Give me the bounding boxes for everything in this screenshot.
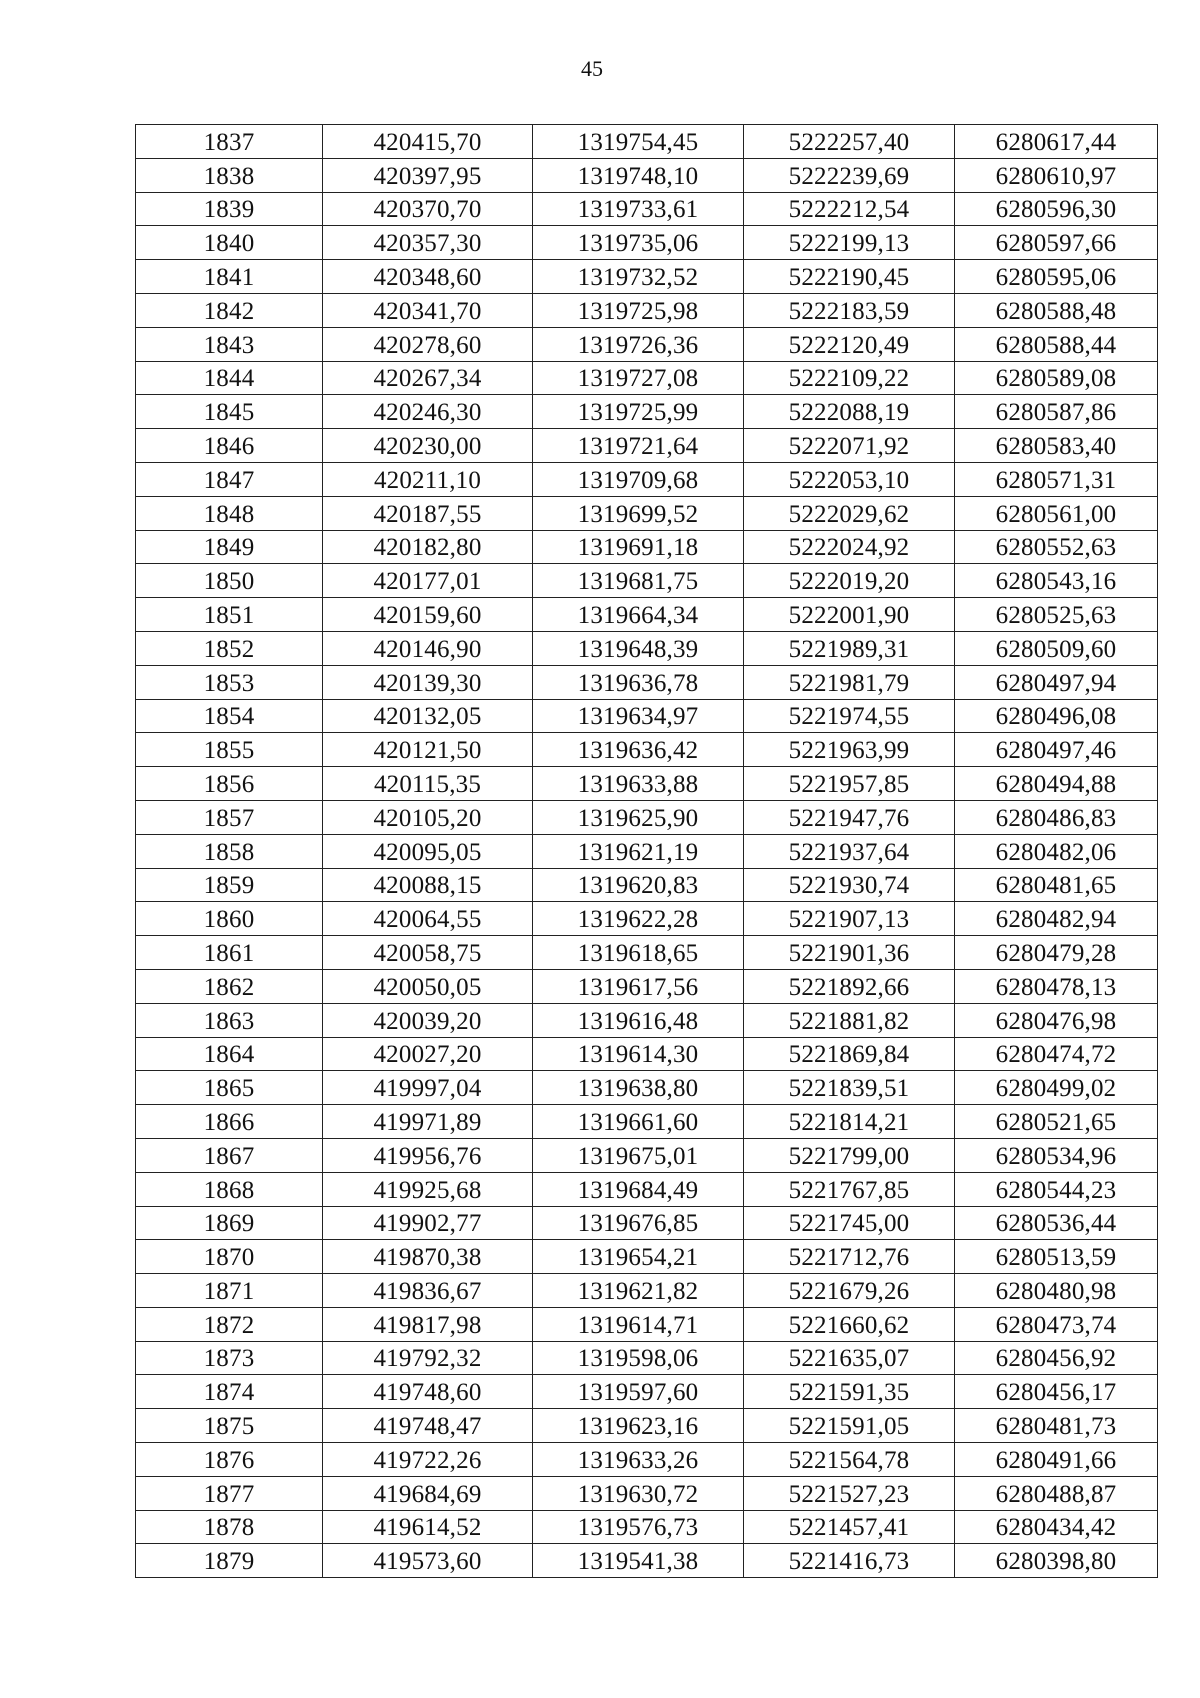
coordinates-table (135, 124, 1158, 1578)
y2-cell: 6280610,97 (955, 158, 1158, 192)
point-number-cell: 1873 (136, 1341, 323, 1375)
x1-cell: 420105,20 (323, 800, 533, 834)
x2-cell: 5221591,05 (744, 1409, 955, 1443)
x2-cell: 5221745,00 (744, 1206, 955, 1240)
x1-cell: 420050,05 (323, 969, 533, 1003)
point-number-cell: 1852 (136, 631, 323, 665)
x2-cell: 5221457,41 (744, 1510, 955, 1544)
x1-cell: 419748,47 (323, 1409, 533, 1443)
y2-cell: 6280552,63 (955, 530, 1158, 564)
page-number: 45 (581, 56, 603, 81)
x2-cell: 5221957,85 (744, 767, 955, 801)
y1-cell: 1319691,18 (533, 530, 744, 564)
table-row (136, 868, 1158, 902)
x1-cell: 420146,90 (323, 631, 533, 665)
table-row (136, 767, 1158, 801)
y2-cell: 6280479,28 (955, 936, 1158, 970)
point-number-cell: 1839 (136, 192, 323, 226)
y2-cell: 6280398,80 (955, 1544, 1158, 1578)
y2-cell: 6280474,72 (955, 1037, 1158, 1071)
table-row (136, 1510, 1158, 1544)
table-row (136, 1240, 1158, 1274)
point-number-cell: 1866 (136, 1105, 323, 1139)
y2-cell: 6280571,31 (955, 462, 1158, 496)
table-row (136, 834, 1158, 868)
x2-cell: 5222019,20 (744, 564, 955, 598)
x2-cell: 5221881,82 (744, 1003, 955, 1037)
y1-cell: 1319648,39 (533, 631, 744, 665)
x2-cell: 5221907,13 (744, 902, 955, 936)
point-number-cell: 1842 (136, 293, 323, 327)
x2-cell: 5221814,21 (744, 1105, 955, 1139)
table-row (136, 395, 1158, 429)
x2-cell: 5221416,73 (744, 1544, 955, 1578)
y2-cell: 6280509,60 (955, 631, 1158, 665)
point-number-cell: 1861 (136, 936, 323, 970)
table-row (136, 429, 1158, 463)
x2-cell: 5222053,10 (744, 462, 955, 496)
x2-cell: 5222109,22 (744, 361, 955, 395)
table-row (136, 699, 1158, 733)
table-row (136, 598, 1158, 632)
x2-cell: 5222071,92 (744, 429, 955, 463)
x1-cell: 420095,05 (323, 834, 533, 868)
y1-cell: 1319735,06 (533, 226, 744, 260)
x2-cell: 5221963,99 (744, 733, 955, 767)
x2-cell: 5222120,49 (744, 327, 955, 361)
y2-cell: 6280478,13 (955, 969, 1158, 1003)
x2-cell: 5221974,55 (744, 699, 955, 733)
point-number-cell: 1870 (136, 1240, 323, 1274)
y2-cell: 6280476,98 (955, 1003, 1158, 1037)
y1-cell: 1319638,80 (533, 1071, 744, 1105)
y1-cell: 1319709,68 (533, 462, 744, 496)
y1-cell: 1319576,73 (533, 1510, 744, 1544)
point-number-cell: 1871 (136, 1274, 323, 1308)
x1-cell: 420182,80 (323, 530, 533, 564)
x1-cell: 419573,60 (323, 1544, 533, 1578)
y1-cell: 1319633,88 (533, 767, 744, 801)
x1-cell: 419684,69 (323, 1476, 533, 1510)
table-row (136, 902, 1158, 936)
y1-cell: 1319748,10 (533, 158, 744, 192)
x1-cell: 420177,01 (323, 564, 533, 598)
point-number-cell: 1845 (136, 395, 323, 429)
x1-cell: 420064,55 (323, 902, 533, 936)
x2-cell: 5221892,66 (744, 969, 955, 1003)
y2-cell: 6280525,63 (955, 598, 1158, 632)
x1-cell: 420039,20 (323, 1003, 533, 1037)
point-number-cell: 1847 (136, 462, 323, 496)
y2-cell: 6280497,46 (955, 733, 1158, 767)
y1-cell: 1319676,85 (533, 1206, 744, 1240)
y2-cell: 6280543,16 (955, 564, 1158, 598)
table-row (136, 1003, 1158, 1037)
y2-cell: 6280497,94 (955, 665, 1158, 699)
x2-cell: 5221527,23 (744, 1476, 955, 1510)
table-row (136, 1544, 1158, 1578)
x1-cell: 419614,52 (323, 1510, 533, 1544)
x1-cell: 419956,76 (323, 1138, 533, 1172)
x2-cell: 5221564,78 (744, 1443, 955, 1477)
table-row (136, 158, 1158, 192)
table-row (136, 1375, 1158, 1409)
y1-cell: 1319661,60 (533, 1105, 744, 1139)
table-row (136, 226, 1158, 260)
y1-cell: 1319675,01 (533, 1138, 744, 1172)
x2-cell: 5222239,69 (744, 158, 955, 192)
x1-cell: 419836,67 (323, 1274, 533, 1308)
y1-cell: 1319621,82 (533, 1274, 744, 1308)
table-row (136, 530, 1158, 564)
point-number-cell: 1877 (136, 1476, 323, 1510)
x1-cell: 419902,77 (323, 1206, 533, 1240)
y2-cell: 6280597,66 (955, 226, 1158, 260)
y1-cell: 1319754,45 (533, 125, 744, 159)
point-number-cell: 1863 (136, 1003, 323, 1037)
y1-cell: 1319623,16 (533, 1409, 744, 1443)
x1-cell: 420187,55 (323, 496, 533, 530)
y1-cell: 1319721,64 (533, 429, 744, 463)
y2-cell: 6280473,74 (955, 1307, 1158, 1341)
point-number-cell: 1867 (136, 1138, 323, 1172)
y2-cell: 6280596,30 (955, 192, 1158, 226)
point-number-cell: 1878 (136, 1510, 323, 1544)
table-row (136, 564, 1158, 598)
table-row (136, 1341, 1158, 1375)
point-number-cell: 1865 (136, 1071, 323, 1105)
point-number-cell: 1862 (136, 969, 323, 1003)
y2-cell: 6280481,65 (955, 868, 1158, 902)
x1-cell: 419722,26 (323, 1443, 533, 1477)
point-number-cell: 1849 (136, 530, 323, 564)
y2-cell: 6280587,86 (955, 395, 1158, 429)
point-number-cell: 1838 (136, 158, 323, 192)
x1-cell: 420159,60 (323, 598, 533, 632)
x1-cell: 419925,68 (323, 1172, 533, 1206)
y1-cell: 1319621,19 (533, 834, 744, 868)
x1-cell: 420132,05 (323, 699, 533, 733)
y2-cell: 6280434,42 (955, 1510, 1158, 1544)
y2-cell: 6280536,44 (955, 1206, 1158, 1240)
table-row (136, 1172, 1158, 1206)
x2-cell: 5222024,92 (744, 530, 955, 564)
y2-cell: 6280496,08 (955, 699, 1158, 733)
y1-cell: 1319664,34 (533, 598, 744, 632)
table-row (136, 293, 1158, 327)
table-row (136, 1206, 1158, 1240)
y1-cell: 1319630,72 (533, 1476, 744, 1510)
x1-cell: 419971,89 (323, 1105, 533, 1139)
x1-cell: 420348,60 (323, 260, 533, 294)
x2-cell: 5222212,54 (744, 192, 955, 226)
table-row (136, 1105, 1158, 1139)
point-number-cell: 1844 (136, 361, 323, 395)
x2-cell: 5221635,07 (744, 1341, 955, 1375)
y1-cell: 1319541,38 (533, 1544, 744, 1578)
y2-cell: 6280482,06 (955, 834, 1158, 868)
y1-cell: 1319726,36 (533, 327, 744, 361)
point-number-cell: 1855 (136, 733, 323, 767)
y1-cell: 1319654,21 (533, 1240, 744, 1274)
x1-cell: 420267,34 (323, 361, 533, 395)
y1-cell: 1319684,49 (533, 1172, 744, 1206)
x1-cell: 419792,32 (323, 1341, 533, 1375)
x2-cell: 5221679,26 (744, 1274, 955, 1308)
x2-cell: 5221869,84 (744, 1037, 955, 1071)
point-number-cell: 1853 (136, 665, 323, 699)
x2-cell: 5222257,40 (744, 125, 955, 159)
x1-cell: 420139,30 (323, 665, 533, 699)
coordinates-table-body (136, 125, 1158, 1578)
y1-cell: 1319733,61 (533, 192, 744, 226)
y1-cell: 1319598,06 (533, 1341, 744, 1375)
y2-cell: 6280480,98 (955, 1274, 1158, 1308)
y2-cell: 6280513,59 (955, 1240, 1158, 1274)
y1-cell: 1319636,42 (533, 733, 744, 767)
point-number-cell: 1859 (136, 868, 323, 902)
point-number-cell: 1857 (136, 800, 323, 834)
table-row (136, 496, 1158, 530)
x2-cell: 5221901,36 (744, 936, 955, 970)
table-row (136, 631, 1158, 665)
point-number-cell: 1851 (136, 598, 323, 632)
point-number-cell: 1876 (136, 1443, 323, 1477)
x2-cell: 5221989,31 (744, 631, 955, 665)
y1-cell: 1319732,52 (533, 260, 744, 294)
y2-cell: 6280488,87 (955, 1476, 1158, 1510)
table-row (136, 361, 1158, 395)
y2-cell: 6280481,73 (955, 1409, 1158, 1443)
y1-cell: 1319618,65 (533, 936, 744, 970)
y2-cell: 6280544,23 (955, 1172, 1158, 1206)
x2-cell: 5221591,35 (744, 1375, 955, 1409)
point-number-cell: 1840 (136, 226, 323, 260)
x1-cell: 420415,70 (323, 125, 533, 159)
y2-cell: 6280588,44 (955, 327, 1158, 361)
table-row (136, 665, 1158, 699)
x1-cell: 419748,60 (323, 1375, 533, 1409)
point-number-cell: 1858 (136, 834, 323, 868)
point-number-cell: 1875 (136, 1409, 323, 1443)
table-row (136, 125, 1158, 159)
table-row (136, 1307, 1158, 1341)
point-number-cell: 1846 (136, 429, 323, 463)
table-row (136, 462, 1158, 496)
y2-cell: 6280595,06 (955, 260, 1158, 294)
y2-cell: 6280499,02 (955, 1071, 1158, 1105)
x2-cell: 5222183,59 (744, 293, 955, 327)
y2-cell: 6280486,83 (955, 800, 1158, 834)
point-number-cell: 1837 (136, 125, 323, 159)
y2-cell: 6280456,17 (955, 1375, 1158, 1409)
x1-cell: 420027,20 (323, 1037, 533, 1071)
x1-cell: 420278,60 (323, 327, 533, 361)
x2-cell: 5221799,00 (744, 1138, 955, 1172)
x1-cell: 420088,15 (323, 868, 533, 902)
table-row (136, 800, 1158, 834)
x2-cell: 5222199,13 (744, 226, 955, 260)
y2-cell: 6280521,65 (955, 1105, 1158, 1139)
table-row (136, 192, 1158, 226)
point-number-cell: 1854 (136, 699, 323, 733)
table-row (136, 1274, 1158, 1308)
y1-cell: 1319616,48 (533, 1003, 744, 1037)
y1-cell: 1319597,60 (533, 1375, 744, 1409)
y2-cell: 6280561,00 (955, 496, 1158, 530)
point-number-cell: 1879 (136, 1544, 323, 1578)
x2-cell: 5221947,76 (744, 800, 955, 834)
x2-cell: 5221839,51 (744, 1071, 955, 1105)
y1-cell: 1319699,52 (533, 496, 744, 530)
table-row (136, 733, 1158, 767)
x1-cell: 419817,98 (323, 1307, 533, 1341)
coordinates-table-wrapper (135, 124, 1157, 1578)
y2-cell: 6280456,92 (955, 1341, 1158, 1375)
y1-cell: 1319622,28 (533, 902, 744, 936)
y2-cell: 6280583,40 (955, 429, 1158, 463)
table-row (136, 1037, 1158, 1071)
y2-cell: 6280617,44 (955, 125, 1158, 159)
y1-cell: 1319634,97 (533, 699, 744, 733)
y1-cell: 1319620,83 (533, 868, 744, 902)
y1-cell: 1319633,26 (533, 1443, 744, 1477)
point-number-cell: 1872 (136, 1307, 323, 1341)
table-row (136, 1476, 1158, 1510)
point-number-cell: 1864 (136, 1037, 323, 1071)
table-row (136, 936, 1158, 970)
y2-cell: 6280491,66 (955, 1443, 1158, 1477)
point-number-cell: 1850 (136, 564, 323, 598)
y1-cell: 1319617,56 (533, 969, 744, 1003)
x1-cell: 419870,38 (323, 1240, 533, 1274)
table-row (136, 1443, 1158, 1477)
x2-cell: 5222088,19 (744, 395, 955, 429)
y2-cell: 6280588,48 (955, 293, 1158, 327)
x2-cell: 5222001,90 (744, 598, 955, 632)
y1-cell: 1319625,90 (533, 800, 744, 834)
table-row (136, 1409, 1158, 1443)
y1-cell: 1319725,99 (533, 395, 744, 429)
x2-cell: 5221712,76 (744, 1240, 955, 1274)
y1-cell: 1319681,75 (533, 564, 744, 598)
x2-cell: 5222029,62 (744, 496, 955, 530)
y1-cell: 1319614,30 (533, 1037, 744, 1071)
table-row (136, 260, 1158, 294)
x1-cell: 420357,30 (323, 226, 533, 260)
x1-cell: 420370,70 (323, 192, 533, 226)
x1-cell: 420211,10 (323, 462, 533, 496)
y1-cell: 1319727,08 (533, 361, 744, 395)
y2-cell: 6280534,96 (955, 1138, 1158, 1172)
x1-cell: 420058,75 (323, 936, 533, 970)
x2-cell: 5221767,85 (744, 1172, 955, 1206)
point-number-cell: 1856 (136, 767, 323, 801)
x1-cell: 420397,95 (323, 158, 533, 192)
y1-cell: 1319725,98 (533, 293, 744, 327)
point-number-cell: 1868 (136, 1172, 323, 1206)
x1-cell: 420121,50 (323, 733, 533, 767)
x2-cell: 5221981,79 (744, 665, 955, 699)
y1-cell: 1319614,71 (533, 1307, 744, 1341)
x1-cell: 420246,30 (323, 395, 533, 429)
point-number-cell: 1874 (136, 1375, 323, 1409)
y1-cell: 1319636,78 (533, 665, 744, 699)
point-number-cell: 1848 (136, 496, 323, 530)
x1-cell: 420341,70 (323, 293, 533, 327)
x1-cell: 420230,00 (323, 429, 533, 463)
y2-cell: 6280589,08 (955, 361, 1158, 395)
x1-cell: 419997,04 (323, 1071, 533, 1105)
x2-cell: 5221660,62 (744, 1307, 955, 1341)
table-row (136, 327, 1158, 361)
point-number-cell: 1841 (136, 260, 323, 294)
x2-cell: 5221937,64 (744, 834, 955, 868)
x2-cell: 5222190,45 (744, 260, 955, 294)
y2-cell: 6280482,94 (955, 902, 1158, 936)
point-number-cell: 1869 (136, 1206, 323, 1240)
point-number-cell: 1860 (136, 902, 323, 936)
table-row (136, 1138, 1158, 1172)
y2-cell: 6280494,88 (955, 767, 1158, 801)
table-row (136, 1071, 1158, 1105)
x2-cell: 5221930,74 (744, 868, 955, 902)
x1-cell: 420115,35 (323, 767, 533, 801)
point-number-cell: 1843 (136, 327, 323, 361)
table-row (136, 969, 1158, 1003)
